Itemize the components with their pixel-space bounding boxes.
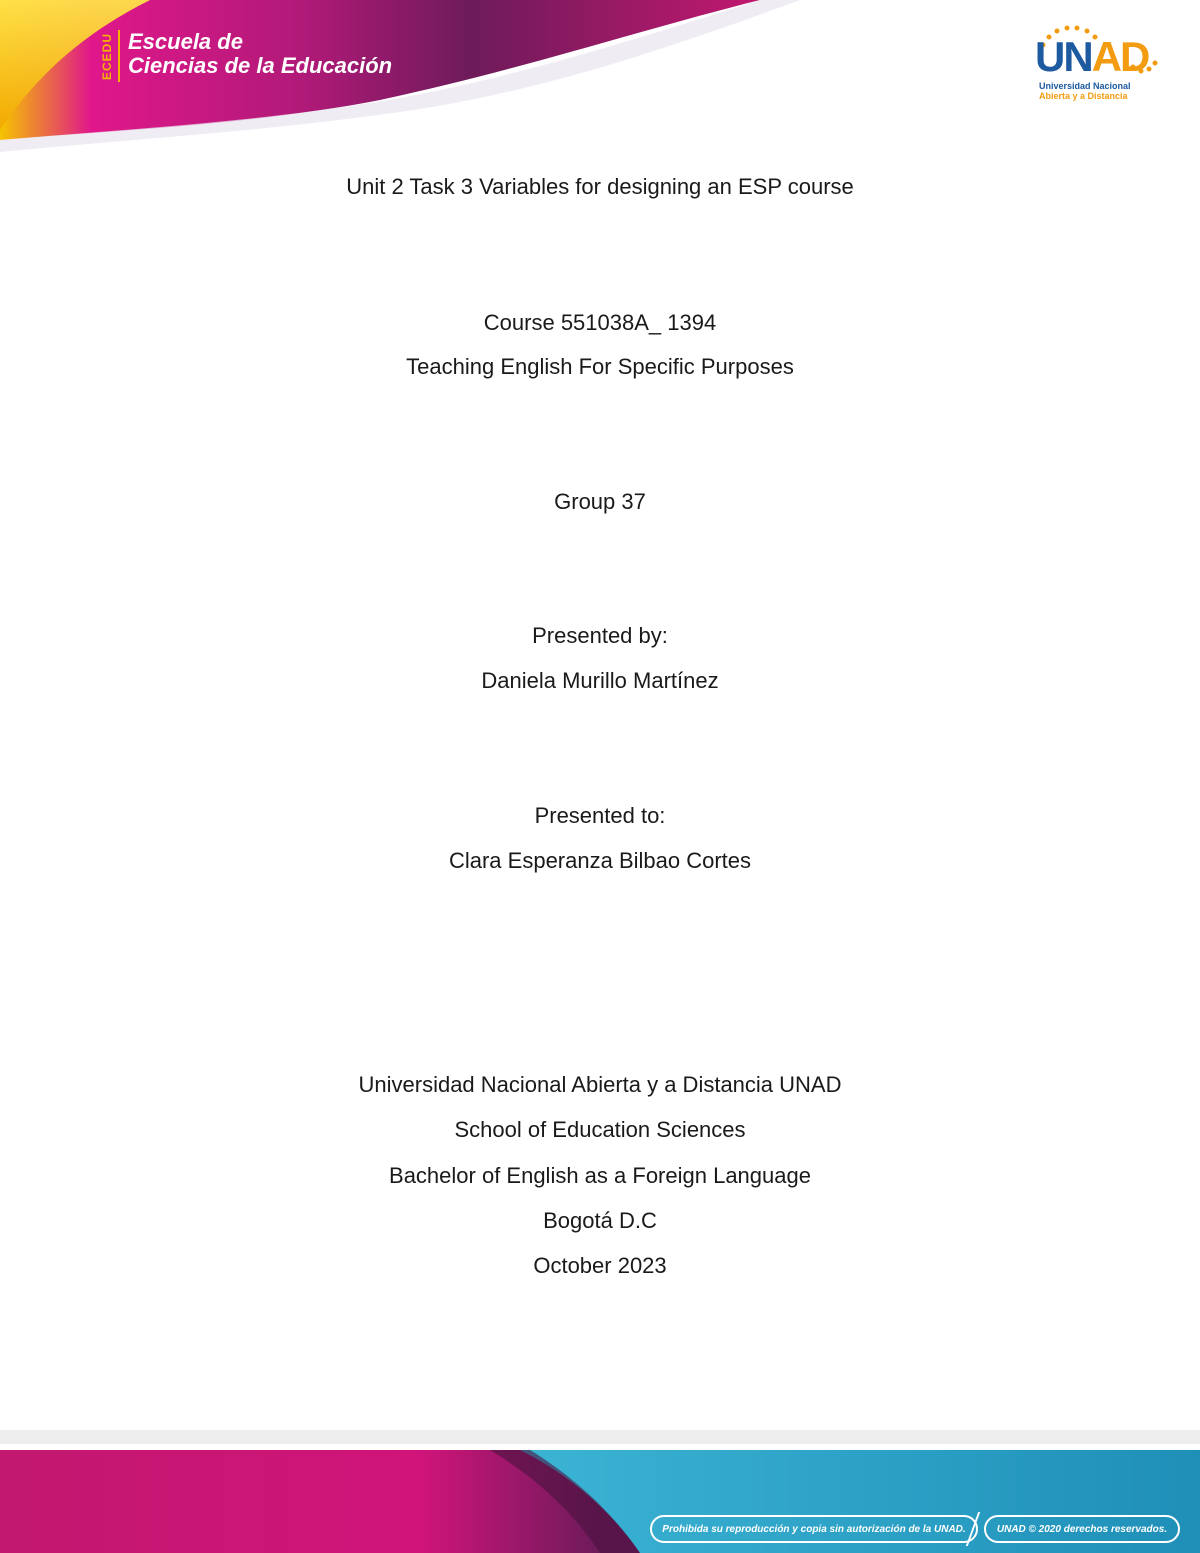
unad-subtitle: Universidad Nacional Abierta y a Distancia [1039,81,1131,101]
document-title: Unit 2 Task 3 Variables for designing an ESP course [346,174,854,199]
school-logo [100,30,392,82]
ecedu-tag: ECEDU [100,30,120,82]
group-number: Group 37 [554,489,646,514]
school-name-line1: Escuela de [128,29,243,54]
presented-to-label: Presented to: [534,803,666,828]
author-name: Daniela Murillo Martínez [481,668,719,693]
university-name: Universidad Nacional Abierta y a Distancia UNAD [358,1072,842,1097]
tutor-name: Clara Esperanza Bilbao Cortes [448,848,752,873]
course-code: Course 551038A_ 1394 [483,310,717,335]
city: Bogotá D.C [543,1208,657,1233]
unad-wordmark: UNAD [1035,33,1149,80]
unad-logo [1035,25,1165,105]
date: October 2023 [533,1253,667,1278]
footer-notice: Prohibida su reproducción y copia sin autorización de la UNAD. [650,1515,978,1543]
footer-copyright: UNAD © 2020 derechos reservados. [984,1515,1180,1543]
program-name: Bachelor of English as a Foreign Language [389,1163,811,1188]
school-name [128,30,392,78]
school-name-line2: Ciencias de la Educación [128,53,393,78]
course-name: Teaching English For Specific Purposes [406,354,794,379]
presented-by-label: Presented by: [532,623,668,648]
school-name-text: School of Education Sciences [454,1117,746,1142]
